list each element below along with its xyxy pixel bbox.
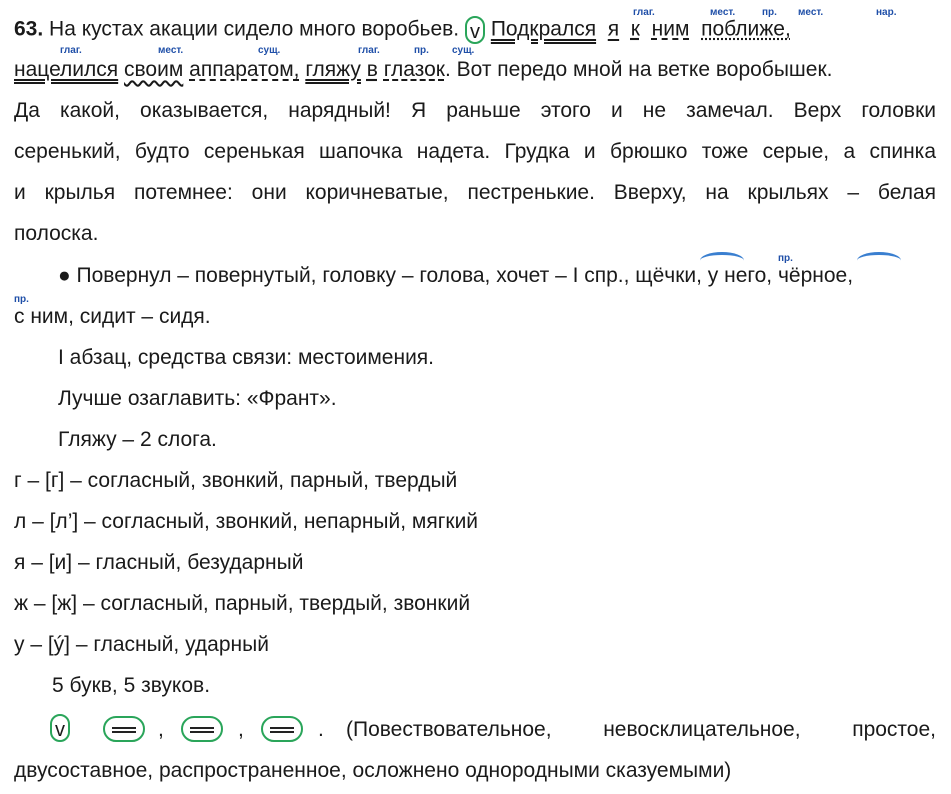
word-v: в bbox=[366, 58, 378, 81]
word-podkralsya: Подкрался bbox=[490, 17, 597, 41]
letter-sound-count: 5 букв, 5 звуков. bbox=[52, 674, 211, 697]
text-fragment: На кустах акации сидело много воробьев. bbox=[49, 17, 460, 41]
ann-pr-4: пр. bbox=[14, 294, 29, 305]
word-apparatom: аппаратом, bbox=[189, 58, 300, 81]
word-glyazhu: гляжу bbox=[305, 58, 361, 81]
ann-pr-1: пр. bbox=[762, 7, 777, 18]
word-nim: ним bbox=[651, 17, 690, 41]
root-arc bbox=[857, 252, 901, 269]
word-glazok: глазок bbox=[383, 58, 445, 81]
ann-sush-1: сущ. bbox=[258, 45, 281, 56]
exercise-line-3: Да какой, оказывается, нарядный! Я раньше этого и не замечал. Верх головки bbox=[14, 99, 936, 122]
scheme-predicate-icon bbox=[181, 716, 223, 742]
word-ya: я bbox=[607, 17, 620, 41]
exercise-line-2 bbox=[14, 58, 832, 82]
ann-glag-1: глаг. bbox=[633, 7, 655, 18]
grammar-basis-mark: v bbox=[465, 16, 485, 44]
sentence-characteristics-2: двусоставное, распространенное, осложнено однородными сказуемыми) bbox=[14, 759, 732, 782]
ann-mest-1: мест. bbox=[710, 7, 736, 18]
scheme-predicate-icon bbox=[261, 716, 303, 742]
scheme-dot: . bbox=[318, 718, 324, 741]
syllable-count: Гляжу – 2 слога. bbox=[58, 428, 217, 451]
phonetic-line: у – [ý] – гласный, ударный bbox=[14, 633, 269, 656]
phonetic-line: я – [и] – гласный, безударный bbox=[14, 551, 304, 574]
exercise-line-6: полоска. bbox=[14, 222, 99, 245]
ann-sush-2: сущ. bbox=[452, 45, 475, 56]
analysis-bullet-line: ● Повернул – повернутый, головку – голова, хочет – I спр., щёчки, у него, чёрное, bbox=[58, 264, 854, 287]
exercise-line-4: серенький, будто серенькая шапочка надета. Грудка и брюшко тоже серые, а спинка bbox=[14, 140, 936, 163]
phonetic-line: г – [г] – согласный, звонкий, парный, твердый bbox=[14, 469, 458, 492]
ann-mest-2: мест. bbox=[798, 7, 824, 18]
ann-pr-3: пр. bbox=[778, 253, 793, 264]
phonetic-line: ж – [ж] – согласный, парный, твердый, звонкий bbox=[14, 592, 471, 615]
ann-mest-3: мест. bbox=[158, 45, 184, 56]
sentence-characteristics: (Повествовательное, невосклицательное, простое, bbox=[346, 718, 936, 741]
title-suggestion: Лучше озаглавить: «Франт». bbox=[58, 387, 337, 410]
text-fragment: . Вот передо мной на ветке воробышек. bbox=[444, 58, 833, 81]
phonetic-line: л – [л’] – согласный, звонкий, непарный, мягкий bbox=[14, 510, 479, 533]
scheme-subject-mark: v bbox=[50, 714, 70, 742]
word-k: к bbox=[630, 17, 640, 41]
ann-pr-2: пр. bbox=[414, 45, 429, 56]
ann-glag-2: глаг. bbox=[60, 45, 82, 56]
scheme-predicate-icon bbox=[103, 716, 145, 742]
word-svoim: своим bbox=[124, 58, 184, 81]
exercise-number: 63. bbox=[14, 17, 44, 41]
paragraph-note: I абзац, средства связи: местоимения. bbox=[58, 346, 435, 369]
exercise-line-1 bbox=[14, 16, 791, 44]
analysis-bullet-line-2: с ним, сидит – сидя. bbox=[14, 305, 211, 328]
scheme-comma: , bbox=[158, 718, 164, 741]
exercise-line-5: и крылья потемнее: они коричневатые, пестренькие. Вверху, на крыльях – белая bbox=[14, 181, 936, 204]
ann-glag-3: глаг. bbox=[358, 45, 380, 56]
scheme-comma: , bbox=[238, 718, 244, 741]
ann-nar-1: нар. bbox=[876, 7, 897, 18]
word-natselilsya: нацелился bbox=[14, 58, 119, 81]
word-poblizhe: поближе, bbox=[701, 17, 791, 41]
